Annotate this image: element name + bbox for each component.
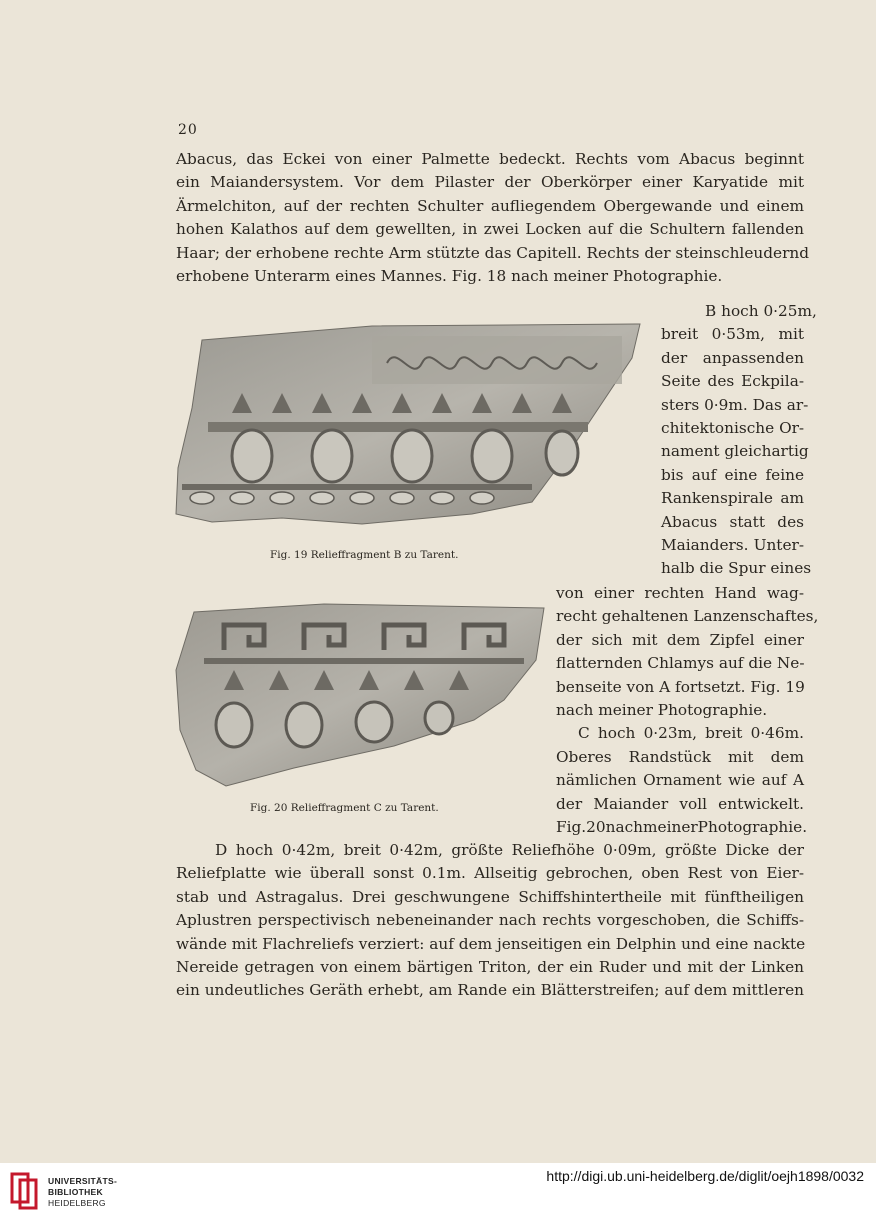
text-line: Maianders. Unter- bbox=[661, 536, 804, 554]
text-line: der Maiander voll entwickelt. bbox=[556, 794, 804, 813]
text-line: ein Maiandersystem. Vor dem Pilaster der Oberkörper einer Karyatide mit bbox=[176, 173, 804, 192]
text-line: Aplustren perspectivisch nebeneinander nach rechts vorgeschoben, die Schiffs- bbox=[176, 911, 804, 930]
text-line: recht gehaltenen Lanzenschaftes, bbox=[556, 607, 819, 626]
text-line: C hoch 0·23m, breit 0·46m. bbox=[578, 724, 804, 743]
text-line: Reliefplatte wie überall sonst 0.1m. Allseitig gebrochen, oben Rest von Eier- bbox=[176, 864, 804, 883]
text-line: sters 0·9m. Das ar- bbox=[661, 395, 809, 414]
text-line: D hoch 0·42m, breit 0·42m, größte Reliefhöhe 0·09m, größte Dicke der bbox=[215, 841, 804, 859]
text-line: breit 0·53m, mit bbox=[661, 325, 804, 344]
text-line: flatternden Chlamys auf die Ne- bbox=[556, 654, 805, 673]
text-line: bis auf eine feine bbox=[661, 465, 804, 484]
text-line: wände mit Flachreliefs verziert: auf dem jenseitigen ein Delphin und eine nackte bbox=[176, 934, 806, 953]
text-line: der sich mit dem Zipfel einer bbox=[556, 630, 804, 649]
figure-19-relief-fragment-b bbox=[172, 318, 642, 534]
text-line: benseite von A fortsetzt. Fig. 19 bbox=[556, 677, 805, 696]
text-line: der anpassenden bbox=[661, 348, 804, 367]
text-line: Abacus statt des bbox=[661, 512, 804, 531]
text-line: hohen Kalathos auf dem gewellten, in zwei Locken auf die Schultern fallenden bbox=[176, 220, 804, 239]
text-line: Seite des Eckpila- bbox=[661, 372, 804, 391]
text-line: stab und Astragalus. Drei geschwungene Schiffshintertheile mit fünftheiligen bbox=[176, 887, 804, 906]
text-line: nach meiner Photographie. bbox=[556, 701, 768, 719]
library-logo-icon bbox=[10, 1170, 40, 1210]
text-line: Rankenspirale am bbox=[661, 489, 804, 508]
figure-19-caption: Fig. 19 Relieffragment B zu Tarent. bbox=[270, 549, 459, 561]
figure-20-relief-fragment-c bbox=[174, 600, 548, 790]
text-line: Abacus, das Eckei von einer Palmette bedeckt. Rechts vom Abacus beginnt bbox=[176, 150, 804, 168]
text-line: Nereide getragen von einem bärtigen Triton, der ein Ruder und mit der Linken bbox=[176, 958, 804, 976]
library-name-line-2: BIBLIOTHEK bbox=[48, 1187, 103, 1197]
text-line: B hoch 0·25m, bbox=[705, 302, 817, 320]
text-line: Ärmelchiton, auf der rechten Schulter aufliegendem Obergewande und einem bbox=[176, 196, 804, 215]
library-name-line-1: UNIVERSITÄTS- bbox=[48, 1176, 118, 1186]
text-line: nämlichen Ornament wie auf A bbox=[556, 771, 804, 790]
text-line: nament gleichartig bbox=[661, 442, 809, 461]
text-line: chitektonische Or- bbox=[661, 419, 805, 437]
text-line: ein undeutliches Geräth erhebt, am Rande ein Blätterstreifen; auf dem mittleren bbox=[176, 981, 804, 1000]
library-name-line-3: HEIDELBERG bbox=[48, 1198, 106, 1208]
text-line: erhobene Unterarm eines Mannes. Fig. 18 nach meiner Photographie. bbox=[176, 267, 723, 285]
text-line: halb die Spur eines bbox=[661, 559, 812, 578]
figure-20-caption: Fig. 20 Relieffragment C zu Tarent. bbox=[250, 802, 439, 814]
text-line: Haar; der erhobene rechte Arm stützte das Capitell. Rechts der steinschleudernd bbox=[176, 243, 810, 262]
text-line: Oberes Randstück mit dem bbox=[556, 747, 804, 766]
text-line: von einer rechten Hand wag- bbox=[556, 584, 804, 602]
text-line: Fig.20nachmeinerPhotographie. bbox=[556, 818, 808, 836]
permalink-url[interactable]: http://digi.ub.uni-heidelberg.de/diglit/oejh1898/0032 bbox=[546, 1168, 864, 1184]
page-number: 20 bbox=[178, 122, 198, 138]
